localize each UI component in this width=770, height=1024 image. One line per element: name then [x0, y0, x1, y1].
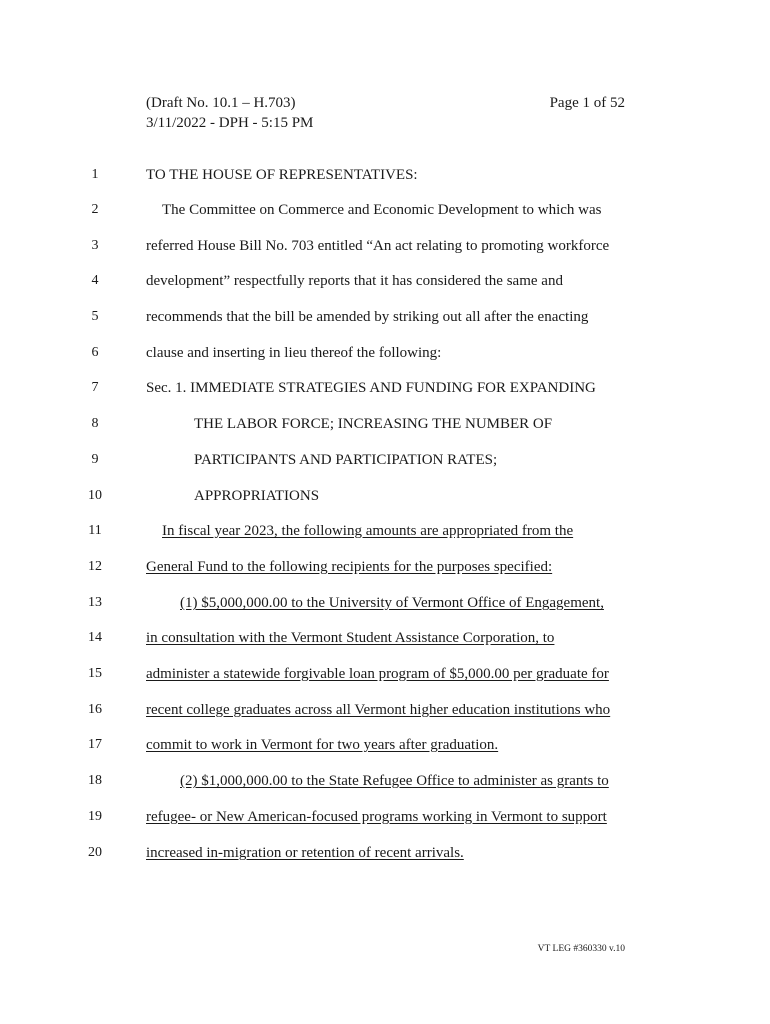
line-text: TO THE HOUSE OF REPRESENTATIVES: [146, 167, 418, 183]
line-number: 15 [88, 666, 102, 681]
document-line [0, 377, 770, 399]
document-line [0, 663, 770, 685]
line-number: 20 [88, 845, 102, 860]
line-number: 12 [88, 559, 102, 574]
section-heading: THE LABOR FORCE; INCREASING THE NUMBER OF [194, 416, 553, 432]
document-line [0, 556, 770, 578]
line-number: 6 [91, 345, 99, 360]
line-number: 17 [88, 737, 102, 752]
inserted-text: recent college graduates across all Vermont higher education institutions who [146, 702, 611, 718]
line-text: recommends that the bill be amended by striking out all after the enacting [146, 309, 589, 325]
inserted-text: increased in-migration or retention of recent arrivals. [146, 845, 464, 861]
document-line [0, 770, 770, 792]
line-number: 7 [91, 380, 99, 395]
line-number: 2 [91, 202, 99, 217]
inserted-text: (1) $5,000,000.00 to the University of Vermont Office of Engagement, [180, 595, 604, 611]
document-line [0, 342, 770, 364]
section-heading: APPROPRIATIONS [194, 488, 320, 504]
section-heading: Sec. 1. IMMEDIATE STRATEGIES AND FUNDING FOR EXPANDING [146, 380, 596, 396]
document-line [0, 520, 770, 542]
line-text: referred House Bill No. 703 entitled “An act relating to promoting workforce [146, 238, 610, 254]
line-text: The Committee on Commerce and Economic Development to which was [162, 202, 602, 218]
inserted-text: in consultation with the Vermont Student Assistance Corporation, to [146, 630, 555, 646]
line-number: 10 [88, 488, 102, 503]
document-line [0, 413, 770, 435]
document-line [0, 199, 770, 221]
line-number: 8 [91, 416, 99, 431]
document-line [0, 270, 770, 292]
document-line [0, 235, 770, 257]
line-text: development” respectfully reports that it has considered the same and [146, 273, 563, 289]
document-footer: VT LEG #360330 v.10 [537, 944, 625, 954]
document-line [0, 592, 770, 614]
line-number: 18 [88, 773, 102, 788]
section-heading: PARTICIPANTS AND PARTICIPATION RATES; [194, 452, 498, 468]
document-line [0, 734, 770, 756]
line-number: 14 [88, 630, 102, 645]
document-line [0, 485, 770, 507]
line-number: 13 [88, 595, 102, 610]
inserted-text: administer a statewide forgivable loan program of $5,000.00 per graduate for [146, 666, 609, 682]
inserted-text: refugee- or New American-focused programs working in Vermont to support [146, 809, 607, 825]
document-line [0, 699, 770, 721]
line-number: 4 [91, 273, 99, 288]
line-number: 5 [91, 309, 99, 324]
document-line [0, 449, 770, 471]
draft-number: (Draft No. 10.1 – H.703) [146, 95, 296, 111]
line-number: 9 [91, 452, 99, 467]
draft-date: 3/11/2022 - DPH - 5:15 PM [146, 115, 314, 131]
line-number: 1 [91, 167, 99, 182]
line-text: clause and inserting in lieu thereof the following: [146, 345, 442, 361]
line-number: 11 [88, 523, 102, 538]
line-number: 3 [91, 238, 99, 253]
inserted-text: (2) $1,000,000.00 to the State Refugee Office to administer as grants to [180, 773, 609, 789]
inserted-text: commit to work in Vermont for two years after graduation. [146, 737, 499, 753]
document-line [0, 306, 770, 328]
page-number: Page 1 of 52 [549, 95, 625, 111]
inserted-text: In fiscal year 2023, the following amounts are appropriated from the [162, 523, 574, 539]
document-line [0, 627, 770, 649]
draft-header [146, 93, 313, 133]
document-line [0, 164, 770, 186]
inserted-text: General Fund to the following recipients for the purposes specified: [146, 559, 553, 575]
document-line [0, 842, 770, 864]
line-number: 19 [88, 809, 102, 824]
document-line [0, 806, 770, 828]
line-number: 16 [88, 702, 102, 717]
